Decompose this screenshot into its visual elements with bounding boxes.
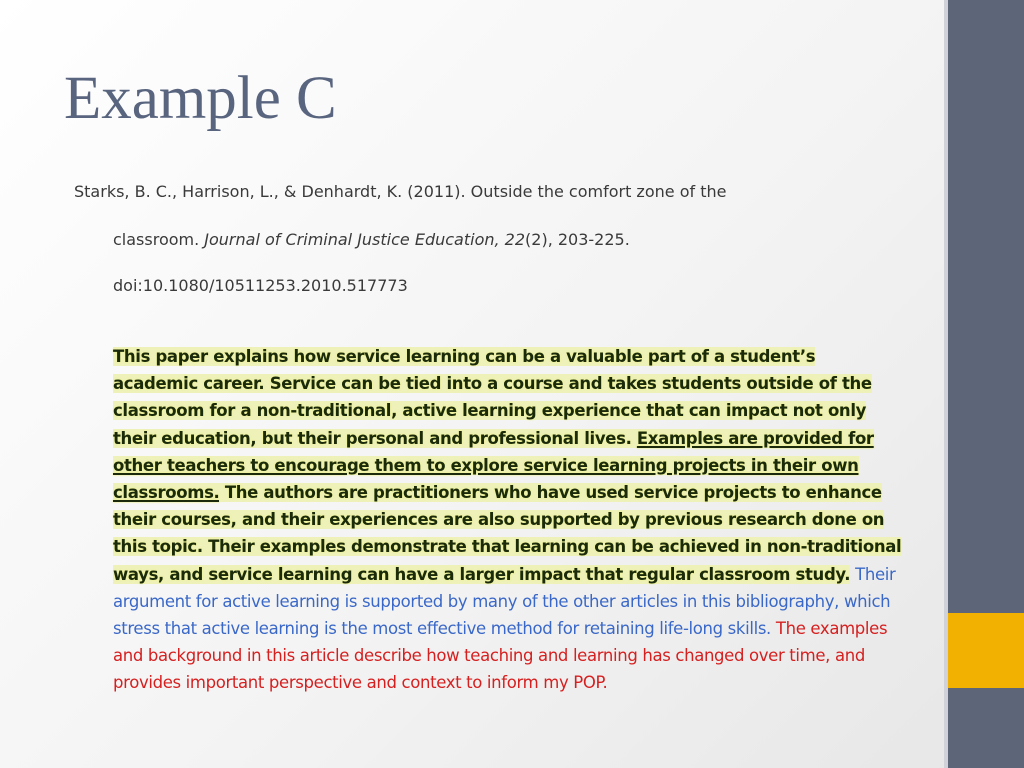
citation-line-2 [113, 228, 630, 252]
journal-name: Journal of Criminal Justice Education, 22 [204, 230, 526, 249]
relevance-text: The examples and background in this article describe how teaching and learning has changed over time, and provides important perspective and context to inform my POP. [113, 619, 888, 693]
summary-highlight: This paper explains how service learning can be a valuable part of a student’s academic career. Service can be tied into a course and takes students outside of the classroom for a non-traditional, active learning experience that can impact not only their education, but their personal and professional lives. [113, 347, 872, 448]
slide-title: Example C [64, 65, 337, 132]
citation-line-1: Starks, B. C., Harrison, L., & Denhardt, K. (2011). Outside the comfort zone of the [74, 182, 727, 201]
citation-doi: doi:10.1080/10511253.2010.517773 [113, 276, 408, 295]
summary-underlined: Examples are provided for other teachers to encourage them to explore service learning projects in their own classrooms. [113, 428, 874, 503]
summary-highlight-2: The authors are practitioners who have used service projects to enhance their courses, and their experiences are also supported by previous research done on this topic. Their examples demonstrate that learning can be achieved in non-traditional ways, and service learning can have a larger impact that regular classroom study. [113, 483, 902, 584]
citation-pages: (2), 203-225. [525, 230, 630, 249]
accent-block [948, 613, 1024, 688]
annotation-paragraph [113, 343, 903, 697]
citation-title-end: classroom. [113, 230, 205, 249]
comparison-text: Their argument for active learning is supported by many of the other articles in this bibliography, which stress that active learning is the most effective method for retaining life-long skills. [113, 564, 896, 639]
